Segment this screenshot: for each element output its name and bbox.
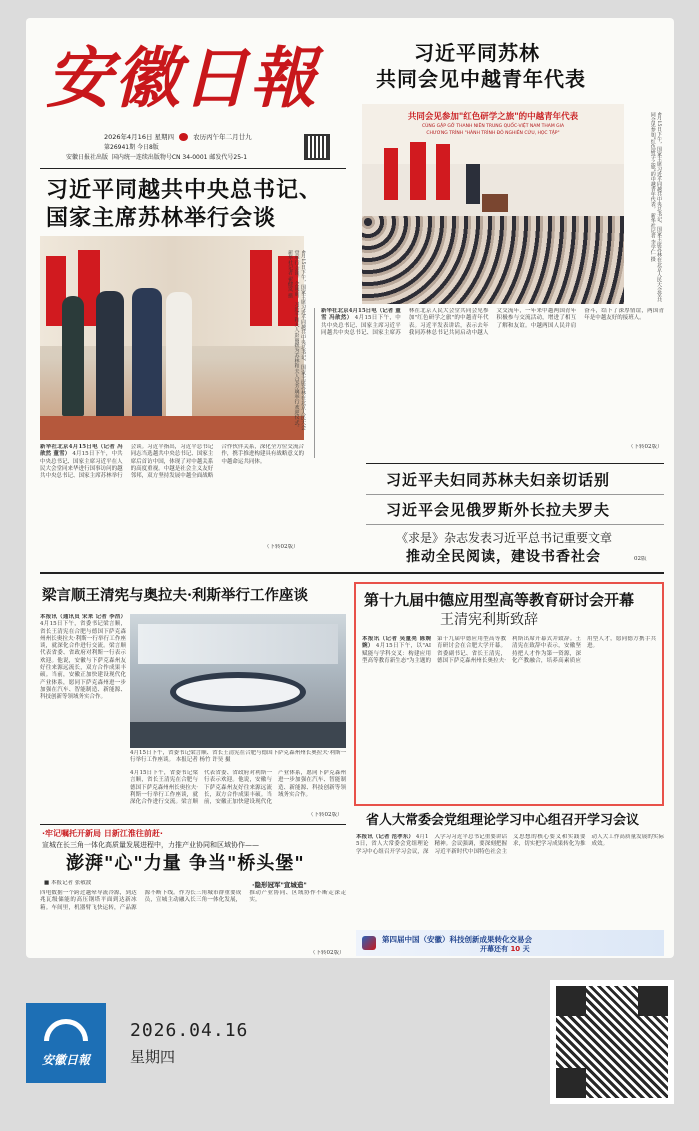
brief-4[interactable]: 推动全民阅读，建设书香社会 [406,549,601,565]
npc-body [356,834,664,930]
conference-body [362,636,656,798]
brief-more[interactable]: 02版 [634,556,647,562]
conference-text: 4月15日下午，以"AI赋能与学科交叉：构建应用型高等教育新生态"为主题的第十九届中德应用型高等教育研讨会在合肥大学开幕。省委副书记、省长王清宪，德国下萨克森州州长奥拉夫·利斯出席开幕式并致辞。王清宪在致辞中表示，安徽坚持把人才作为第一资源，深化产教融合，培养高素质应用型人才，愿同德方携手共进。 [362,636,656,664]
expo-countdown-suffix: 天 [522,945,530,953]
left-mid-body-2-text: 4月15日下午，省委书记梁言顺，省长王清宪在合肥与德国下萨克森州州长奥拉夫·利斯一行举行工作座谈，就深化合作进行交流。梁言顺代表省委、省政府对利斯一行表示欢迎。他说，安徽与下萨克森州友好往来源远流长，双方合作成果丰硕。当前，安徽正加快建设现代化产业体系，愿同下萨克森州进一步加强在汽车、智能制造、新能源、科技创新等领域务实合作。 [130,770,346,806]
left-mid-dateline: 本报讯（通讯员 宋来 记者 李浩） [40,614,126,620]
newspaper-page [26,18,674,958]
masthead-date [104,132,252,141]
footer-date: 2026.04.16 [130,1020,249,1041]
expo-days: 10 [510,945,521,953]
bottom-left-headline: 澎湃"心"力量 争当"桥头堡" [66,853,305,874]
top-right-photo [362,104,624,304]
bottom-left-more[interactable]: （下转02版） [310,950,345,956]
expo-countdown [480,944,530,954]
left-mid-body-2 [130,770,346,818]
emblem-icon [179,133,188,141]
bottom-left-byline: ■ 本报记者 张敬波 [44,880,92,886]
lead-photo-caption: 4月15日下午，国家主席习近平同越共中央总书记、国家主席苏林在北京人民大会堂举行会谈。会谈前，习近平和夫人彭丽媛为苏林和夫人吴芳璃举行欢迎仪式。 新华社记者 翟健岚 摄 [287,250,306,430]
footer-qr-code-icon[interactable] [550,980,674,1104]
lead-col2-text: 4月15日下午，中共中央总书记、国家主席习近平同越共中央总书记、国家主席苏林在北京人民大会堂共同会见参加"红色研学之旅"的中越青年代表。习近平发表讲话，表示去年我同苏林总书记共同启动中越人文交流年，一年来中越两国青年积极参与交流活动，增进了相互了解和友谊。中越两国人民并肩奋斗，结下了深厚情谊，两国青年是中越友好的接班人。 [321,308,664,336]
lead-col2-body [314,308,664,458]
expo-banner[interactable] [356,930,664,956]
expo-logo-icon [362,936,376,950]
bottom-left-rail: ·牢记嘱托开新局 日新江淮往前赶· [42,829,163,838]
left-mid-more[interactable]: （下转02版） [308,812,343,818]
lead-photo [40,236,304,440]
lead-headline-2: 国家主席苏林举行会谈 [46,205,277,231]
npc-headline: 省人大常委会党组理论学习中心组召开学习会议 [366,813,640,828]
brief-1[interactable]: 习近平夫妇同苏林夫妇亲切话别 [386,471,611,489]
top-right-headline-2: 共同会见中越青年代表 [376,67,586,91]
publisher-line [66,152,247,161]
left-mid-body [40,614,126,764]
npc-text: 4月15日，省人大常委会党组理论学习中心组召开学习会议，深入学习习近平总书记重要讲话精神。会议强调，要深刻把握习近平新时代中国特色社会主义思想的核心要义和实践要求，切实把学习成果转化为推动人大工作高质量发展的实际成效。 [356,834,664,855]
publisher: 安徽日报社出版 [66,154,109,161]
left-mid-text: 4月15日下午，省委书记梁言顺，省长王清宪在合肥与德国下萨克森州州长奥拉夫·利斯一行举行工作座谈，就深化合作进行交流。梁言顺代表省委、省政府对利斯一行表示欢迎。他说，安徽与下萨克森州友好往来源远流长，双方合作成果丰硕。当前，安徽正加快建设现代化产业体系，愿同下萨克森州进一步加强在汽车、智能制造、新能源、科技创新等领域务实合作。 [40,621,126,701]
masthead-title: 安徽日報 [46,39,318,117]
conference-headline: 第十九届中德应用型高等教育研讨会开幕 [364,591,635,609]
footer-logo-text: 安徽日報 [41,1053,90,1067]
cn-number: 国内统一连续出版物号CN 34-0001 邮发代号25-1 [111,154,248,161]
top-right-headline-1: 习近平同苏林 [414,41,540,65]
conference-subhead: 王清宪利斯致辞 [440,612,538,628]
bottom-left-body [40,890,346,956]
brief-3[interactable]: 《求是》杂志发表习近平总书记重要文章 [396,531,613,545]
left-mid-photo [130,614,346,748]
left-mid-headline: 梁言顺王清宪与奥拉夫·利斯举行工作座谈 [42,587,309,604]
photo-banner-cn: 共同会见参加"红色研学之旅"的中越青年代表 [407,112,579,122]
lead-col2-more[interactable]: （下转02版） [628,444,663,450]
npc-dateline: 本报讯（记者 范孝东） [356,834,414,840]
issue-number: 第26941期 今日8版 [104,144,159,151]
conference-dateline: 本报讯（记者 吴量亮 陈婉婉） [362,636,431,650]
expo-title: 第四届中国（安徽）科技创新成果转化交易会 [382,935,532,944]
lead-dateline: 新华社北京4月15日电（记者 冯歆然 董雪） [40,444,123,458]
lunar-date: 农历丙午年二月廿九 [193,133,252,141]
date-line: 2026年4月16日 星期四 [104,133,175,141]
lead-col2-dateline: 新华社北京4月15日电（记者 董雪 冯歆然） [321,308,401,322]
lead-headline-1: 习近平同越共中央总书记、 [46,177,323,203]
bottom-left-kicker: 宣城在长三角一体化高质量发展进程中，力推产业协同和区域协作—— [42,841,259,849]
brief-2[interactable]: 习近平会见俄罗斯外长拉夫罗夫 [386,501,611,519]
top-right-photo-caption: 4月15日下午，国家主席习近平同越共中央总书记、国家主席苏林在北京人民大会堂共同会见参加"红色研学之旅"的中越青年代表。 新华社记者 李学仁 摄 [649,112,662,302]
lead-body-text: 4月15日下午，中共中央总书记、国家主席习近平在人民大会堂同来华进行国事访问的越共中央总书记、国家主席苏林举行会谈。习近平指出，习近平总书记同志当选越共中央总书记、国家主席后首访中国，体现了对中越关系的高度重视。中越是社会主义友好邻邦，双方坚持发展中越全面战略合作伙伴关系，深化全方位交流合作，携手推进构建具有战略意义的中越命运共同体。 [40,444,304,480]
photo-banner-vi-1: CÙNG GẶP GỠ THANH NIÊN TRUNG QUỐC-VIỆT NAM THAM GIA [421,124,565,129]
lead-more[interactable]: （下转02版） [264,544,299,550]
footer-logo[interactable] [26,1003,106,1083]
expo-countdown-prefix: 开幕还有 [480,945,508,953]
masthead-qr-icon[interactable] [304,134,330,160]
bottom-left-text: 四电数据一个跨过越晕导流冷源，到达兆瓦级储能的高压钢塔平面到达新冰箱。车间里，机器臂飞快运转，产品源源不断下线。作为长三角城市群重要成员，宣城主动融入长三角一体化发展，推动产业协同、区域协作不断走深走实。 [40,890,346,911]
footer-logo-wave-icon [44,1019,88,1041]
photo-banner-vi-2: CHƯƠNG TRÌNH "HÀNH TRÌNH ĐỎ NGHIÊN CỨU, HỌC TẬP" [426,131,560,136]
bottom-left-subhead: ·隐形冠军"宣城造" [252,881,307,889]
left-mid-photo-caption: 4月15日下午，省委书记梁言顺、省长王清宪在合肥与德国下萨克森州州长奥拉夫·利斯一行举行工作座谈。 本报记者 杨竹 许昊 摄 [130,750,346,764]
footer-weekday: 星期四 [130,1048,176,1066]
